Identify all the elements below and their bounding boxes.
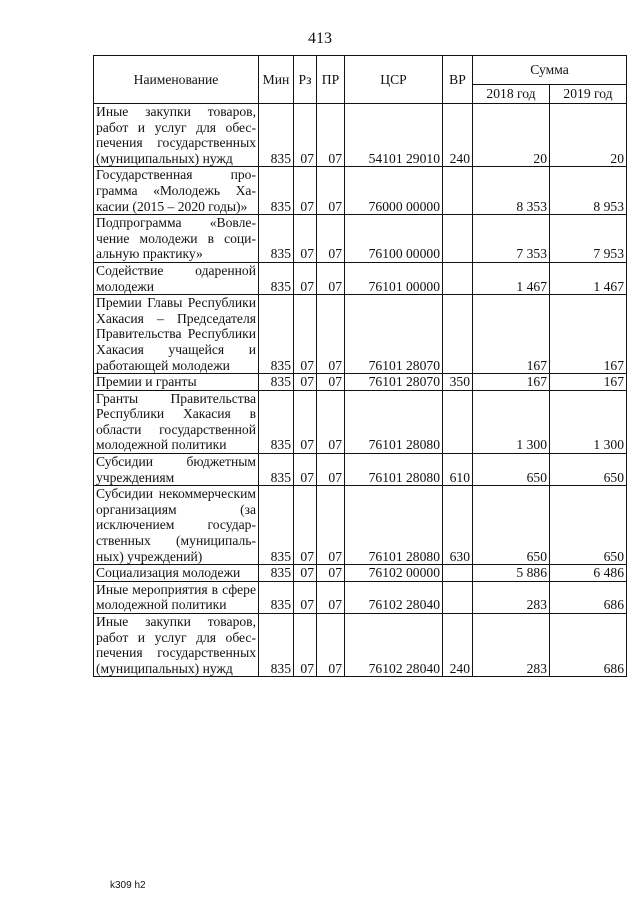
row-pr: 07 xyxy=(317,454,345,486)
row-csr: 76102 28040 xyxy=(345,614,443,677)
row-name: Социализация молодежи xyxy=(94,565,259,582)
row-csr: 76101 28070 xyxy=(345,295,443,374)
table-row xyxy=(94,390,627,453)
table-row xyxy=(94,581,627,613)
header-sum: Сумма xyxy=(473,56,627,85)
table-row xyxy=(94,614,627,677)
header-name: Наименование xyxy=(94,56,259,104)
row-vr: 240 xyxy=(443,104,473,167)
row-csr: 76102 28040 xyxy=(345,581,443,613)
header-csr: ЦСР xyxy=(345,56,443,104)
row-sum-2018: 8 353 xyxy=(473,167,550,215)
row-csr: 76000 00000 xyxy=(345,167,443,215)
row-pr: 07 xyxy=(317,581,345,613)
row-sum-2018: 650 xyxy=(473,486,550,565)
row-sum-2019: 650 xyxy=(550,454,627,486)
row-name: Государственная программа «Молодежь Хакасии (2015 – 2020 годы)» xyxy=(94,167,259,215)
row-rz: 07 xyxy=(294,614,317,677)
row-rz: 07 xyxy=(294,390,317,453)
row-sum-2018: 283 xyxy=(473,614,550,677)
row-name: Субсидии некоммерческим организациям (за исключением государственных (муниципальных) учреждений) xyxy=(94,486,259,565)
header-vr: ВР xyxy=(443,56,473,104)
row-csr: 76101 00000 xyxy=(345,262,443,294)
row-pr: 07 xyxy=(317,614,345,677)
row-sum-2019: 650 xyxy=(550,486,627,565)
row-csr: 76100 00000 xyxy=(345,215,443,263)
row-sum-2018: 5 886 xyxy=(473,565,550,582)
row-sum-2018: 650 xyxy=(473,454,550,486)
row-rz: 07 xyxy=(294,581,317,613)
row-name: Содействие одаренной молодежи xyxy=(94,262,259,294)
table-row xyxy=(94,295,627,374)
row-sum-2018: 7 353 xyxy=(473,215,550,263)
row-pr: 07 xyxy=(317,295,345,374)
row-csr: 76102 00000 xyxy=(345,565,443,582)
row-name: Иные закупки товаров, работ и услуг для обеспечения государственных (муниципальных) нужд xyxy=(94,614,259,677)
row-pr: 07 xyxy=(317,486,345,565)
row-pr: 07 xyxy=(317,215,345,263)
row-sum-2019: 686 xyxy=(550,614,627,677)
row-vr xyxy=(443,215,473,263)
page-number: 413 xyxy=(308,30,332,47)
row-min: 835 xyxy=(259,215,294,263)
row-name: Гранты Правительства Республики Хакасия в области государственной молодежной политики xyxy=(94,390,259,453)
row-sum-2018: 167 xyxy=(473,374,550,391)
row-name: Иные мероприятия в сфере молодежной политики xyxy=(94,581,259,613)
row-sum-2018: 167 xyxy=(473,295,550,374)
row-csr: 76101 28080 xyxy=(345,454,443,486)
row-rz: 07 xyxy=(294,104,317,167)
header-year-2019: 2019 год xyxy=(550,85,627,104)
table-row xyxy=(94,215,627,263)
row-sum-2019: 686 xyxy=(550,581,627,613)
row-rz: 07 xyxy=(294,262,317,294)
row-sum-2019: 1 467 xyxy=(550,262,627,294)
row-rz: 07 xyxy=(294,295,317,374)
footer-code: k309 h2 xyxy=(110,880,146,891)
row-name: Премии Главы Республики Хакасия – Председателя Правительства Республики Хакасия учащейся и работающей молодежи xyxy=(94,295,259,374)
header-year-2018: 2018 год xyxy=(473,85,550,104)
table-row xyxy=(94,454,627,486)
row-min: 835 xyxy=(259,167,294,215)
row-vr xyxy=(443,262,473,294)
row-min: 835 xyxy=(259,614,294,677)
header-pr: ПР xyxy=(317,56,345,104)
table-row xyxy=(94,565,627,582)
row-pr: 07 xyxy=(317,374,345,391)
row-pr: 07 xyxy=(317,262,345,294)
row-sum-2019: 1 300 xyxy=(550,390,627,453)
row-sum-2019: 8 953 xyxy=(550,167,627,215)
row-csr: 76101 28070 xyxy=(345,374,443,391)
table-row xyxy=(94,374,627,391)
row-vr: 610 xyxy=(443,454,473,486)
row-vr: 350 xyxy=(443,374,473,391)
row-csr: 54101 29010 xyxy=(345,104,443,167)
row-sum-2018: 1 300 xyxy=(473,390,550,453)
row-rz: 07 xyxy=(294,565,317,582)
row-name: Иные закупки товаров, работ и услуг для обеспечения государственных (муниципальных) нужд xyxy=(94,104,259,167)
row-min: 835 xyxy=(259,486,294,565)
table-row xyxy=(94,167,627,215)
row-name: Подпрограмма «Вовлечение молодежи в социальную практику» xyxy=(94,215,259,263)
row-name: Премии и гранты xyxy=(94,374,259,391)
header-min: Мин xyxy=(259,56,294,104)
row-min: 835 xyxy=(259,581,294,613)
header-rz: Рз xyxy=(294,56,317,104)
row-min: 835 xyxy=(259,262,294,294)
row-min: 835 xyxy=(259,390,294,453)
row-pr: 07 xyxy=(317,390,345,453)
row-sum-2019: 7 953 xyxy=(550,215,627,263)
row-min: 835 xyxy=(259,374,294,391)
row-vr xyxy=(443,565,473,582)
row-rz: 07 xyxy=(294,374,317,391)
row-min: 835 xyxy=(259,565,294,582)
row-csr: 76101 28080 xyxy=(345,390,443,453)
row-pr: 07 xyxy=(317,104,345,167)
row-rz: 07 xyxy=(294,215,317,263)
row-sum-2019: 6 486 xyxy=(550,565,627,582)
row-rz: 07 xyxy=(294,167,317,215)
row-vr xyxy=(443,167,473,215)
row-min: 835 xyxy=(259,454,294,486)
row-vr xyxy=(443,581,473,613)
row-sum-2019: 167 xyxy=(550,295,627,374)
budget-table xyxy=(93,55,627,677)
row-vr: 240 xyxy=(443,614,473,677)
row-vr xyxy=(443,295,473,374)
row-sum-2018: 1 467 xyxy=(473,262,550,294)
row-sum-2019: 167 xyxy=(550,374,627,391)
table-row xyxy=(94,104,627,167)
table-row xyxy=(94,262,627,294)
row-rz: 07 xyxy=(294,486,317,565)
row-sum-2018: 20 xyxy=(473,104,550,167)
table-row xyxy=(94,486,627,565)
row-min: 835 xyxy=(259,295,294,374)
row-pr: 07 xyxy=(317,565,345,582)
row-sum-2019: 20 xyxy=(550,104,627,167)
row-name: Субсидии бюджетным учреждениям xyxy=(94,454,259,486)
row-sum-2018: 283 xyxy=(473,581,550,613)
row-rz: 07 xyxy=(294,454,317,486)
row-vr: 630 xyxy=(443,486,473,565)
row-csr: 76101 28080 xyxy=(345,486,443,565)
row-pr: 07 xyxy=(317,167,345,215)
row-vr xyxy=(443,390,473,453)
row-min: 835 xyxy=(259,104,294,167)
